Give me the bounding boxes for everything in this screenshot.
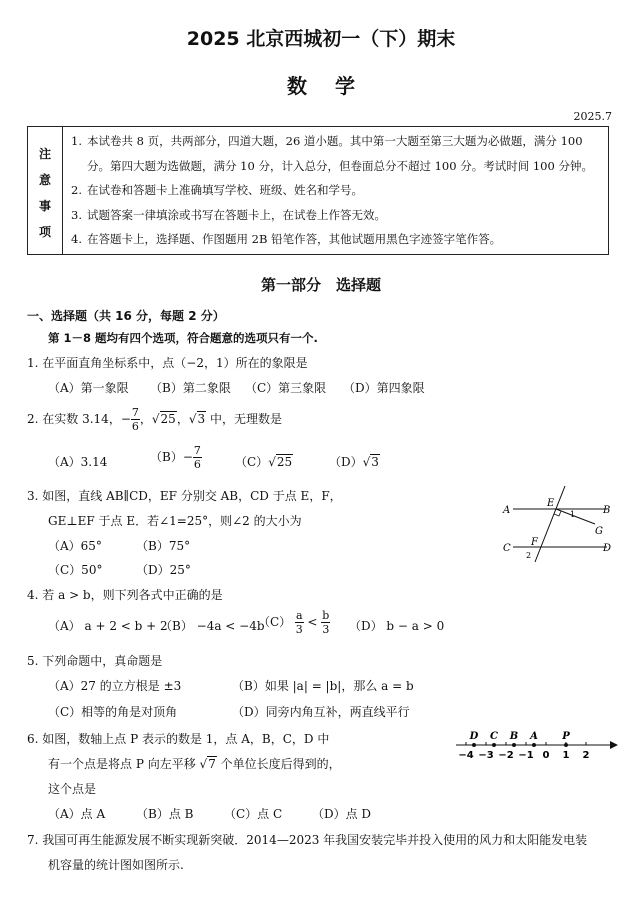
question-text: 个单位长度后得到的，	[220, 757, 341, 771]
q4-option-a: （A） a + 2 < b + 2	[48, 619, 168, 633]
sqrt-sign: √	[362, 455, 371, 469]
q2-option-b	[150, 444, 202, 471]
notice-label-char: 注	[38, 147, 51, 161]
question-number: 5.	[27, 654, 39, 668]
axis-tick-label: −4	[458, 750, 474, 761]
question-text: 如图，数轴上点 P 表示的数是 1，点 A，B，C，D 中	[42, 732, 330, 746]
axis-point-label: A	[530, 731, 538, 742]
q2-option-d	[329, 453, 380, 470]
question-7-line-1	[27, 831, 587, 848]
question-text: 在实数 3.14，−	[42, 412, 131, 426]
q1-option-a: （A）第一象限	[48, 381, 129, 395]
q6-number-line	[452, 728, 622, 762]
question-6-line-3: 这个点是	[48, 782, 97, 796]
question-number: 4.	[27, 588, 39, 602]
notice-box	[27, 126, 609, 255]
question-number: 3.	[27, 489, 39, 503]
notice-label-char: 意	[38, 173, 51, 187]
q1-option-b: （B）第二象限	[150, 381, 231, 395]
label-b: B	[603, 505, 611, 516]
question-text: 有一个点是将点 P 向左平移	[48, 757, 196, 771]
q5-option-b: （B）如果 |a| = |b|，那么 a = b	[232, 679, 414, 693]
radicand: 7	[208, 757, 216, 771]
axis-point	[492, 743, 496, 747]
axis-arrow	[610, 741, 618, 749]
question-4-stem	[27, 586, 223, 603]
q3-option-c: （C）50°	[48, 563, 103, 577]
q4-option-c	[258, 609, 330, 636]
axis-point	[564, 743, 568, 747]
question-5-stem	[27, 652, 162, 669]
axis-point-label: C	[490, 731, 498, 742]
notice-body	[63, 127, 609, 255]
fraction-numerator: b	[322, 609, 330, 622]
axis-point-label: P	[562, 731, 570, 742]
q1-option-c: （C）第三象限	[245, 381, 327, 395]
q6-option-a: （A）点 A	[48, 807, 106, 821]
q1-option-d: （D）第四象限	[343, 381, 425, 395]
notice-item-text: 本试卷共 8 页，共两部分，四道大题，26 道小题。其中第一大题至第三大题为必做题，满分 100 分。第四大题为选做题，满分 10 分，计入总分，但卷面总分不超过 100 分。考试时间 100 分钟。	[87, 134, 593, 173]
sqrt-sign: √	[151, 412, 160, 426]
question-3-line-2: GE⊥EF 于点 E．若∠1=25°，则∠2 的大小为	[48, 514, 302, 528]
notice-item-text: 在答题卡上，选择题、作图题用 2B 铅笔作答，其他试题用黑色字迹签字笔作答。	[87, 232, 502, 246]
axis-point	[512, 743, 516, 747]
q3-geometry-figure	[495, 484, 620, 564]
axis-tick-label: −3	[478, 750, 494, 761]
question-6-line-2	[48, 755, 341, 772]
section-heading: 一、选择题（共 16 分，每题 2 分）	[27, 309, 225, 323]
notice-item-number: 3.	[71, 207, 82, 222]
notice-item-text: 试题答案一律填涂或书写在答题卡上，在试卷上作答无效。	[87, 207, 386, 222]
section-intro: 第 1－8 题均有四个选项，符合题意的选项只有一个.	[48, 331, 318, 345]
separator: ，	[139, 412, 152, 426]
q3-option-b: （B）75°	[136, 539, 191, 553]
label-g: G	[595, 526, 603, 537]
fraction	[131, 406, 140, 433]
fraction	[295, 609, 304, 636]
notice-label-char: 事	[38, 199, 51, 213]
q5-option-d: （D）同旁内角互补，两直线平行	[232, 705, 410, 719]
q6-option-d: （D）点 D	[312, 807, 372, 821]
question-text: 中，无理数是	[209, 412, 282, 426]
radicand: 3	[197, 412, 206, 426]
axis-point	[532, 743, 536, 747]
q4-option-d: （D） b − a > 0	[349, 619, 445, 633]
subject-title: 数学	[287, 74, 383, 98]
option-label: （C）	[258, 615, 292, 629]
exam-title: 2025 北京西城初一（下）期末	[186, 28, 456, 50]
axis-tick-label: 2	[582, 750, 590, 761]
q2-option-c	[235, 453, 293, 470]
notice-item-text: 在试卷和答题卡上准确填写学校、班级、姓名和学号。	[87, 183, 363, 197]
fraction	[193, 444, 202, 471]
part-title: 第一部分 选择题	[260, 276, 381, 294]
radicand: 25	[276, 455, 293, 469]
q4-option-b: （B） −4a < −4b	[160, 619, 265, 633]
q3-option-a: （A）65°	[48, 539, 102, 553]
question-number: 7.	[27, 833, 39, 847]
question-text: 我国可再生能源发展不断实现新突破．2014—2023 年我国安装完毕并投入使用的风力和太阳能发电装	[42, 833, 588, 847]
option-label: （B）−	[150, 450, 193, 464]
q2-option-a: （A）3.14	[48, 455, 108, 469]
fraction-denominator: 3	[295, 623, 303, 636]
fraction	[321, 609, 330, 636]
fraction-numerator: a	[296, 609, 303, 622]
option-label: （D）	[329, 455, 363, 469]
question-6-line-1	[27, 730, 329, 747]
fraction-denominator: 6	[131, 420, 139, 433]
notice-item-number: 2.	[71, 183, 82, 197]
q3-option-d: （D）25°	[136, 563, 191, 577]
axis-tick-label: 1	[562, 750, 570, 761]
question-text: 如图，直线 AB∥CD，EF 分别交 AB，CD 于点 E，F，	[42, 489, 342, 503]
question-text: 下列命题中，真命题是	[42, 654, 163, 668]
q5-option-c: （C）相等的角是对顶角	[48, 705, 178, 719]
sqrt-sign: √	[199, 757, 208, 771]
question-7-line-2: 机容量的统计图如图所示.	[48, 858, 184, 872]
q6-option-c: （C）点 C	[224, 807, 283, 821]
notice-item-number: 4.	[71, 232, 82, 246]
fraction-denominator: 3	[322, 623, 330, 636]
label-d: D	[603, 543, 612, 554]
notice-item	[71, 178, 602, 203]
angle-1-label: 1	[570, 510, 576, 519]
radicand: 25	[160, 412, 176, 426]
question-text: 若 a > b，则下列各式中正确的是	[42, 588, 223, 602]
fraction-numerator: 7	[193, 444, 201, 457]
angle-2-label: 2	[526, 551, 532, 560]
ray-eg	[556, 509, 595, 524]
notice-item	[71, 227, 602, 252]
q5-option-a: （A）27 的立方根是 ±3	[48, 679, 182, 693]
radicand: 3	[371, 455, 379, 469]
question-number: 2.	[27, 412, 39, 426]
question-text: 在平面直角坐标系中，点（−2，1）所在的象限是	[42, 356, 308, 370]
axis-point	[472, 743, 476, 747]
label-a: A	[503, 505, 511, 516]
question-2-stem	[27, 404, 282, 434]
separator: ，	[176, 412, 189, 426]
option-label: （C）	[235, 455, 269, 469]
label-e: E	[547, 498, 555, 509]
sqrt-sign: √	[188, 412, 197, 426]
axis-tick-label: −2	[498, 750, 514, 761]
less-than-sign: <	[307, 615, 318, 629]
fraction-numerator: 7	[131, 406, 139, 419]
fraction-denominator: 6	[193, 458, 201, 471]
label-c: C	[503, 543, 511, 554]
question-1-stem	[27, 354, 308, 371]
label-f: F	[531, 537, 538, 548]
q6-option-b: （B）点 B	[136, 807, 194, 821]
question-number: 1.	[27, 356, 39, 370]
question-3-line-1	[27, 487, 342, 504]
axis-tick-label: 0	[542, 750, 550, 761]
notice-item	[71, 203, 602, 228]
notice-label-char: 项	[38, 225, 51, 239]
exam-date: 2025.7	[573, 110, 612, 123]
axis-point-label: B	[509, 731, 519, 742]
notice-item-number: 1.	[71, 134, 82, 148]
notice-label	[28, 127, 63, 255]
axis-point-label: D	[469, 731, 479, 742]
question-number: 6.	[27, 732, 39, 746]
sqrt-sign: √	[268, 455, 276, 469]
notice-item	[71, 129, 602, 178]
axis-tick-label: −1	[518, 750, 534, 761]
